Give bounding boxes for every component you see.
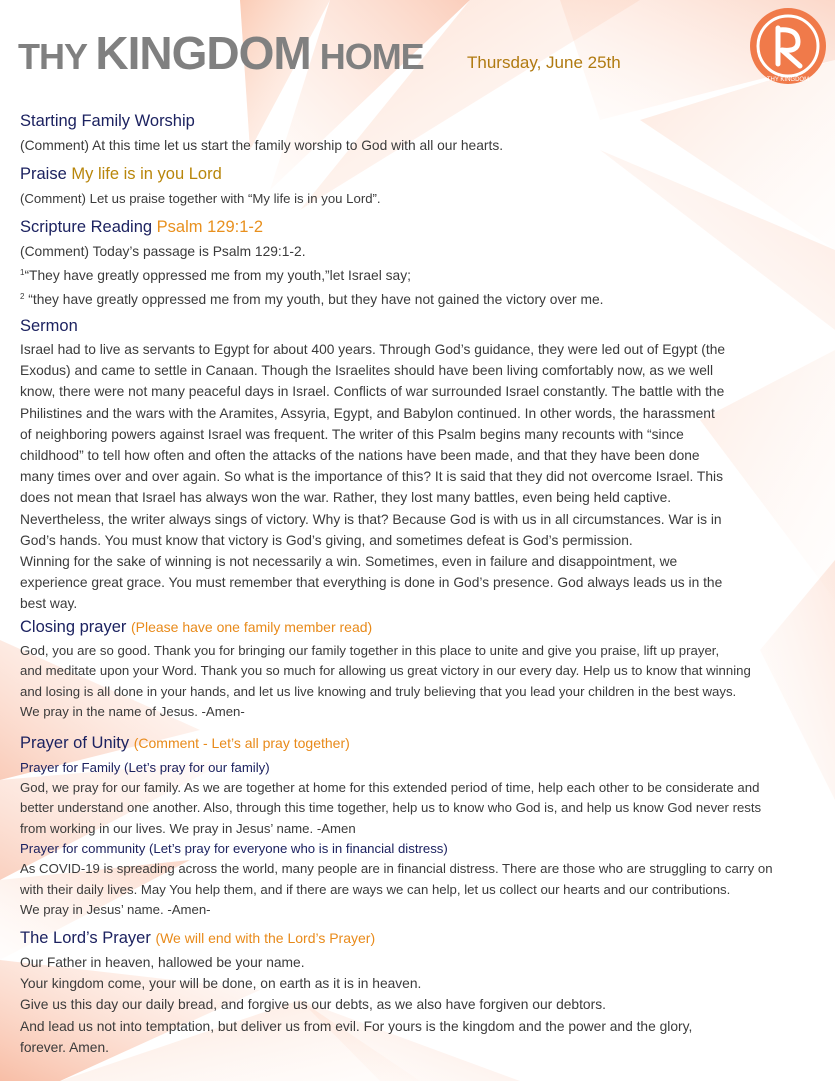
closing-body (20, 641, 820, 723)
praise-comment: (Comment) Let us praise together with “My life is in you Lord”. (20, 191, 381, 206)
lords-prayer-label: The Lord’s Prayer (20, 929, 156, 947)
scripture-comment: (Comment) Today’s passage is Psalm 129:1-2. (20, 244, 306, 259)
sermon-line: of neighboring powers against Israel was frequent. The writer of this Psalm begins many recounts with “since (20, 426, 684, 442)
title-thy: THY (18, 36, 96, 77)
heading-scripture (20, 216, 820, 238)
lords-prayer-line: forever. Amen. (20, 1039, 109, 1055)
sermon-line: best way. (20, 596, 78, 612)
family-prayer-line: better understand one another. Also, through this time together, help us to know who God is, and help us know God never rests (20, 800, 762, 816)
lords-prayer-line: Our Father in heaven, hallowed be your name. (20, 955, 305, 970)
section-scripture (20, 216, 820, 311)
heading-prayer-of-unity (20, 732, 820, 754)
lords-prayer-line: Your kingdom come, your will be done, on earth as it is in heaven. (20, 976, 422, 992)
lords-prayer-note: (We will end with the Lord’s Prayer) (155, 930, 376, 946)
thy-kingdom-logo-icon (748, 6, 828, 86)
unity-note: (Comment - Let’s all pray together) (133, 735, 350, 751)
lords-prayer-line: Give us this day our daily bread, and forgive us our debts, as we also have forgiven our debtors. (20, 997, 606, 1013)
sermon-line: Nevertheless, the writer always sings of victory. Why is that? Because God is with us in all circumstances. War is in (20, 511, 722, 527)
verse-text: “they have greatly oppressed me from my youth, but they have not gained the victory over me. (24, 292, 604, 308)
heading-praise (20, 163, 820, 185)
verse-text: “They have greatly oppressed me from my youth,”let Israel say; (24, 268, 411, 284)
scripture-verse-1 (20, 262, 820, 286)
scripture-reference: Psalm 129:1-2 (156, 218, 264, 236)
sermon-body (20, 339, 820, 615)
closing-note: (Please have one family member read) (130, 619, 373, 635)
praise-label: Praise (20, 165, 72, 183)
verse-number: 1 (20, 268, 25, 278)
title-home: HOME (310, 36, 424, 77)
lords-prayer-body (20, 952, 820, 1058)
title-kingdom: KINGDOM (95, 27, 311, 79)
closing-line: and losing is all done in your hands, and let us live knowing and truly believing that you lead your children in the best ways. (20, 683, 737, 699)
header-date: Thursday, June 25th (467, 53, 621, 72)
section-praise (20, 163, 820, 209)
praise-song-title: My life is in you Lord (71, 165, 222, 183)
family-prayer-line: from working in our lives. We pray in Jesus’ name. -Amen (20, 820, 356, 836)
sermon-line: God’s hands. You must know that victory is God’s giving, and sometimes defeat is God’s permission. (20, 532, 633, 548)
sermon-line: does not mean that Israel has always won the war. Rather, they lost many battles, even being held captive. (20, 490, 672, 506)
verse-number: 2 (20, 292, 25, 302)
brand-title (18, 26, 424, 80)
sermon-line: Philistines and the wars with the Aramites, Assyria, Egypt, and Babylon continued. In other words, the harassment (20, 405, 715, 421)
sermon-line: Israel had to live as servants to Egypt for about 400 years. Through God’s guidance, they were led out of Egypt (the (20, 342, 726, 357)
starting-comment: (Comment) At this time let us start the family worship to God with all our hearts. (20, 138, 504, 153)
closing-label: Closing prayer (20, 618, 131, 636)
section-prayer-of-unity (20, 732, 820, 920)
closing-line: We pray in the name of Jesus. -Amen- (20, 704, 245, 720)
community-prayer-line: with their daily lives. May You help them, and if there are ways we can help, let us collect our hearts and our contributions. (20, 881, 731, 897)
section-lords-prayer (20, 927, 820, 1058)
sermon-line: know, there were not many peaceful days in Israel. Conflicts of war surrounded Israel constantly. The battle with the (20, 384, 725, 400)
family-prayer-heading: Prayer for Family (Let’s pray for our family) (20, 760, 270, 775)
heading-starting-worship: Starting Family Worship (20, 112, 195, 130)
lords-prayer-line: And lead us not into temptation, but deliver us from evil. For yours is the kingdom and the power and the glory, (20, 1018, 693, 1034)
section-starting-worship (20, 110, 820, 156)
svg-text:THY KINGDOM: THY KINGDOM (766, 77, 810, 83)
section-sermon (20, 315, 820, 615)
sermon-line: childhood” to tell how often and often the attacks of the nations have been made, and that they have been done (20, 448, 700, 464)
scripture-label: Scripture Reading (20, 218, 157, 236)
sermon-line: Exodus) and came to settle in Canaan. Though the Israelites should have been living comfortably now, as we well (20, 363, 714, 379)
heading-sermon: Sermon (20, 317, 78, 335)
heading-lords-prayer (20, 927, 820, 949)
sermon-line: experience great grace. You must remember that everything is done in God’s presence. God always leads us in the (20, 575, 723, 591)
community-prayer-heading: Prayer for community (Let’s pray for everyone who is in financial distress) (20, 841, 448, 857)
community-prayer-line: As COVID-19 is spreading across the world, many people are in financial distress. There are those who are struggling to carry on (20, 861, 773, 877)
sermon-line: many times over and over again. So what is the importance of this? It is said that they did not overcome Israel. This (20, 469, 723, 485)
community-prayer-line: We pray in Jesus’ name. -Amen- (20, 902, 211, 918)
closing-line: and meditate upon your Word. Thank you so much for allowing us great victory in our every day. Help us to know that winning (20, 663, 751, 679)
unity-label: Prayer of Unity (20, 734, 134, 752)
masthead (18, 26, 424, 79)
scripture-verse-2 (20, 286, 820, 310)
closing-line: God, you are so good. Thank you for bringing our family together in this place to unite and give you praise, lift up prayer, (20, 643, 720, 658)
section-closing-prayer (20, 616, 820, 723)
heading-closing-prayer (20, 616, 820, 638)
sermon-line: Winning for the sake of winning is not necessarily a win. Sometimes, even in failure and disappointment, we (20, 554, 678, 570)
family-prayer-line: God, we pray for our family. As we are together at home for this extended period of time, help each other to be considerate and (20, 780, 760, 795)
family-prayer-body (20, 778, 820, 839)
community-prayer-body (20, 859, 820, 920)
